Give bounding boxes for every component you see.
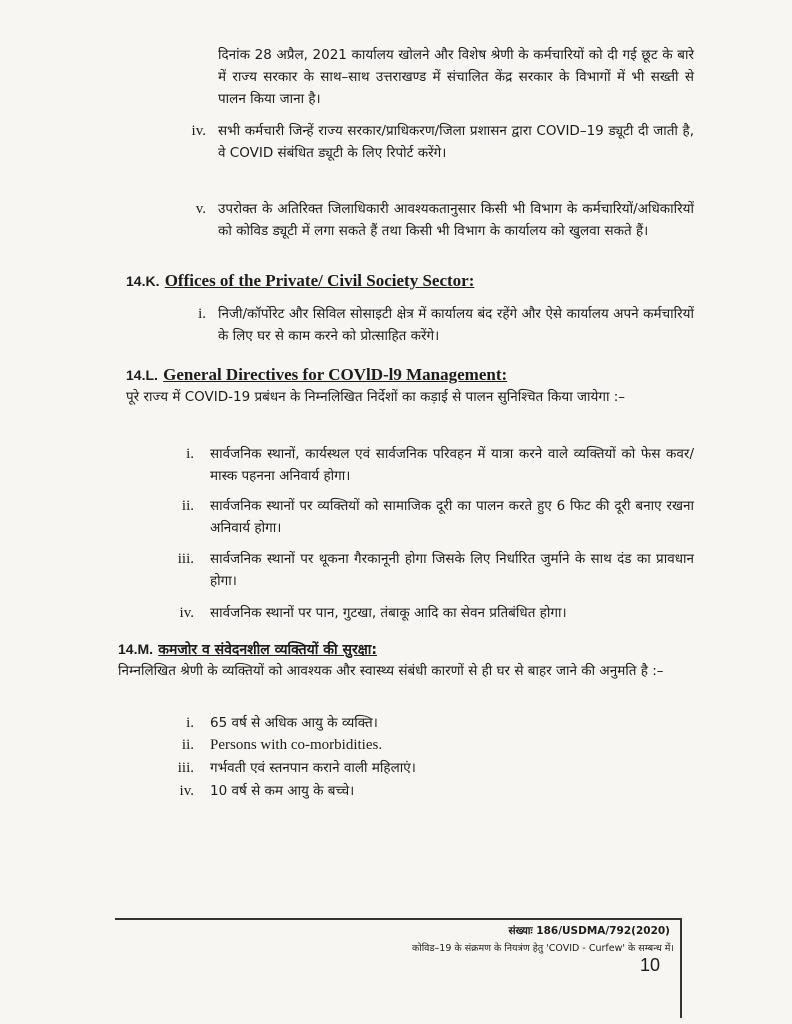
section-number: 14.K. [126, 273, 160, 289]
footer-vertical-divider [680, 918, 682, 1018]
item-number: iii. [177, 760, 194, 776]
section-number: 14.M. [118, 641, 154, 657]
section-heading-m [118, 638, 377, 661]
item-text: 10 वर्ष से कम आयु के बच्चे। [210, 783, 355, 799]
section-title: कमजोर व संवेदनशील व्यक्तियों की सुरक्षा: [158, 642, 377, 658]
item-text: 65 वर्ष से अधिक आयु के व्यक्ति। [210, 715, 378, 731]
item-number: v. [195, 201, 206, 217]
item-number: iv. [179, 783, 194, 799]
item-number: ii. [181, 737, 194, 753]
section-title: General Directives for COVlD-l9 Management: [163, 365, 508, 384]
list-item [150, 602, 694, 624]
item-number: iii. [177, 551, 194, 567]
list-item [150, 548, 694, 592]
section-intro: पूरे राज्य में COVID-19 प्रबंधन के निम्नलिखित निर्देशों का कड़ाई से पालन सुनिश्चित किया जायेगा :– [126, 389, 626, 405]
item-number: iv. [179, 605, 194, 621]
intro-paragraph: दिनांक 28 अप्रैल, 2021 कार्यालय खोलने और विशेष श्रेणी के कर्मचारियों को दी गई छूट के बारे में राज्य सरकार के साथ–साथ उत्तराखण्ड में संचालित केंद्र सरकार के विभागों में भी सख्ती से पालन किया जाना है। [218, 47, 694, 107]
list-item [150, 495, 694, 539]
section-heading-k [126, 270, 474, 292]
section-title: Offices of the Private/ Civil Society Sector: [164, 271, 475, 290]
item-number: i. [186, 446, 194, 462]
list-item [150, 757, 416, 779]
list-item [150, 734, 382, 756]
footer-subject: कोविड–19 के संक्रमण के नियत्रंण हेतु 'COVID - Curfew' के सम्बन्ध में। [411, 943, 674, 954]
footer-reference: संख्याः 186/USDMA/792(2020) [508, 925, 670, 937]
item-number: iv. [191, 123, 206, 139]
page-number: 10 [640, 955, 661, 975]
item-text: Persons with co-morbidities. [210, 737, 383, 753]
item-number: ii. [181, 498, 194, 514]
list-item [150, 443, 694, 487]
item-text: गर्भवती एवं स्तनपान कराने वाली महिलाएं। [210, 760, 416, 776]
item-number: i. [186, 715, 194, 731]
list-item [150, 780, 354, 802]
list-item [170, 120, 694, 164]
footer-divider [115, 918, 680, 920]
list-item [150, 712, 378, 734]
item-text: निजी/कॉर्पोरेट और सिविल सोसाइटी क्षेत्र में कार्यालय बंद रहेंगे और ऐसे कार्यालय अपने कर्मचारियों के लिए घर से काम करने को प्रोत्साहित करेंगे। [218, 306, 694, 344]
section-number: 14.L. [126, 367, 158, 383]
list-item [170, 198, 694, 242]
list-item [170, 303, 694, 347]
item-number: i. [198, 306, 206, 322]
item-text: सार्वजनिक स्थानों पर पान, गुटखा, तंबाकू आदि का सेवन प्रतिबंधित होगा। [210, 605, 567, 621]
section-heading-l [126, 364, 507, 386]
item-text: सार्वजनिक स्थानों पर व्यक्तियों को सामाजिक दूरी का पालन करते हुए 6 फिट की दूरी बनाए रखना अनिवार्य होगा। [210, 498, 694, 536]
item-text: सभी कर्मचारी जिन्हें राज्य सरकार/प्राधिकरण/जिला प्रशासन द्वारा COVID–19 ड्यूटी दी जाती है, वे COVID संबंधित ड्यूटी के लिए रिपोर्ट करेंगे। [218, 123, 694, 161]
section-intro: निम्नलिखित श्रेणी के व्यक्तियों को आवश्यक और स्वास्थ्य संबंधी कारणों से ही घर से बाहर जाने की अनुमति है :– [118, 663, 664, 679]
item-text: उपरोक्त के अतिरिक्त जिलाधिकारी आवश्यकतानुसार किसी भी विभाग के कर्मचारियों/अधिकारियों को कोविड ड्यूटी में लगा सकते हैं तथा किसी भी विभाग के कार्यालय को खुलवा सकते हैं। [218, 201, 694, 239]
item-text: सार्वजनिक स्थानों पर थूकना गैरकानूनी होगा जिसके लिए निर्धारित जुर्माने के साथ दंड का प्रावधान होगा। [210, 551, 694, 589]
item-text: सार्वजनिक स्थानों, कार्यस्थल एवं सार्वजनिक परिवहन में यात्रा करने वाले व्यक्तियों को फेस कवर/मास्क पहनना अनिवार्य होगा। [210, 446, 694, 484]
